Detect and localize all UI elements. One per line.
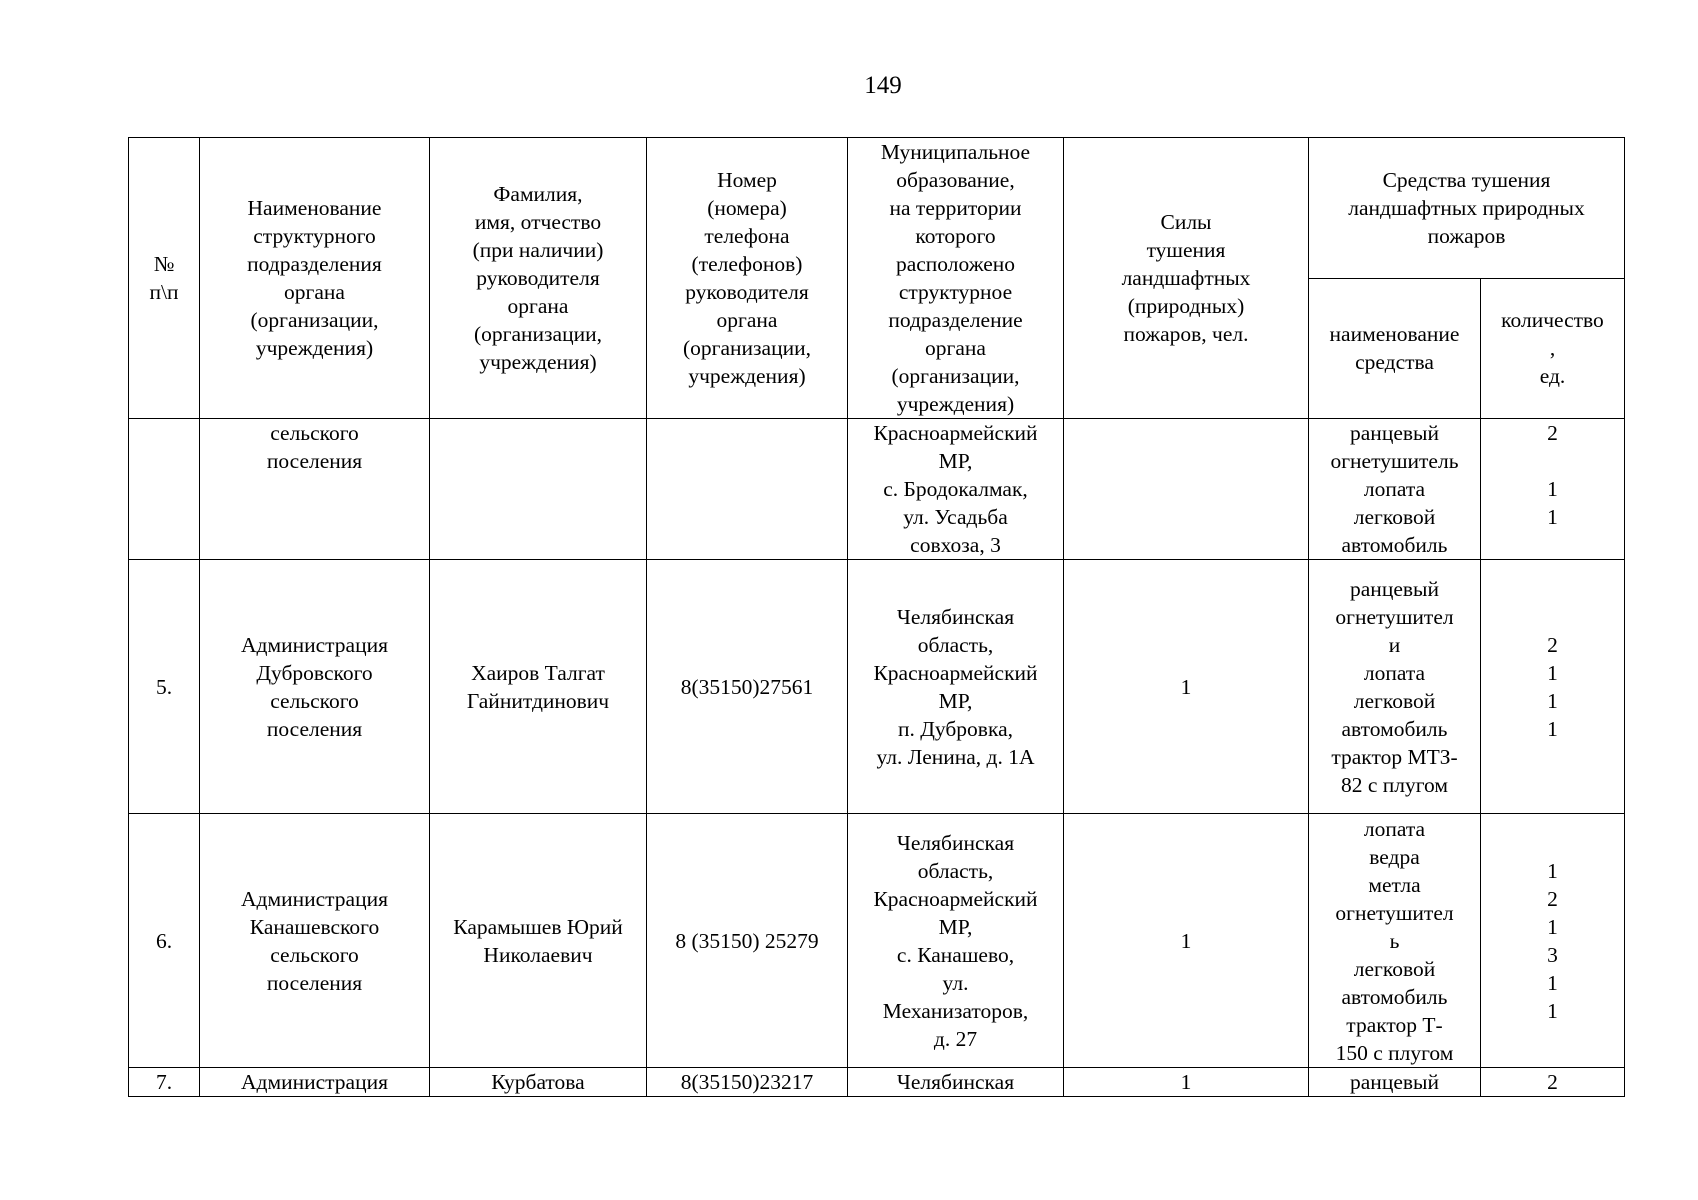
row-num: 5. [129,560,200,814]
row-num [129,419,200,560]
row-means-qty: 1 2 1 3 1 1 [1481,814,1625,1068]
row-phone: 8(35150)23217 [647,1068,848,1097]
header-subdivision: Наименование структурного подразделения органа (организации, учреждения) [200,138,430,419]
row-num: 6. [129,814,200,1068]
row-means-name: лопата ведра метла огнетушител ь легковой автомобиль трактор Т- 150 с плугом [1309,814,1481,1068]
row-head-name: Хаиров Талгат Гайнитдинович [430,560,647,814]
header-forces: Силы тушения ландшафтных (природных) пожаров, чел. [1064,138,1309,419]
resources-table [128,137,1625,1097]
table-row [129,814,1625,1068]
row-means-name: ранцевый огнетушитель лопата легковой автомобиль [1309,419,1481,560]
row-subdivision: Администрация Дубровского сельского поселения [200,560,430,814]
row-phone: 8(35150)27561 [647,560,848,814]
row-num: 7. [129,1068,200,1097]
row-subdivision: Администрация Канашевского сельского поселения [200,814,430,1068]
row-means-name: ранцевый [1309,1068,1481,1097]
row-municipality: Челябинская область, Красноармейский МР, с. Канашево, ул. Механизаторов, д. 27 [848,814,1064,1068]
row-forces: 1 [1064,1068,1309,1097]
row-subdivision: сельского поселения [200,419,430,560]
page-number: 149 [864,72,902,99]
row-forces: 1 [1064,814,1309,1068]
header-num: № п\п [129,138,200,419]
row-phone: 8 (35150) 25279 [647,814,848,1068]
row-municipality: Челябинская область, Красноармейский МР, п. Дубровка, ул. Ленина, д. 1А [848,560,1064,814]
row-means-qty: 2 1 1 1 [1481,560,1625,814]
row-means-name: ранцевый огнетушител и лопата легковой автомобиль трактор МТЗ- 82 с плугом [1309,560,1481,814]
header-means-name: наименование средства [1309,278,1481,419]
row-municipality: Красноармейский МР, с. Бродокалмак, ул. Усадьба совхоза, 3 [848,419,1064,560]
row-subdivision: Администрация [200,1068,430,1097]
row-municipality: Челябинская [848,1068,1064,1097]
row-means-qty: 2 1 1 [1481,419,1625,560]
table-row [129,560,1625,814]
header-means: Средства тушения ландшафтных природных пожаров [1309,138,1625,279]
row-means-qty: 2 [1481,1068,1625,1097]
header-means-qty: количество , ед. [1481,278,1625,419]
header-phone: Номер (номера) телефона (телефонов) руководителя органа (организации, учреждения) [647,138,848,419]
row-head-name: Карамышев Юрий Николаевич [430,814,647,1068]
header-municipality: Муниципальное образование, на территории которого расположено структурное подразделение органа (организации, учреждения) [848,138,1064,419]
table-row [129,419,1625,560]
row-phone [647,419,848,560]
header-head-name: Фамилия, имя, отчество (при наличии) руководителя органа (организации, учреждения) [430,138,647,419]
row-forces: 1 [1064,560,1309,814]
row-head-name: Курбатова [430,1068,647,1097]
row-forces [1064,419,1309,560]
table-row [129,1068,1625,1097]
row-head-name [430,419,647,560]
